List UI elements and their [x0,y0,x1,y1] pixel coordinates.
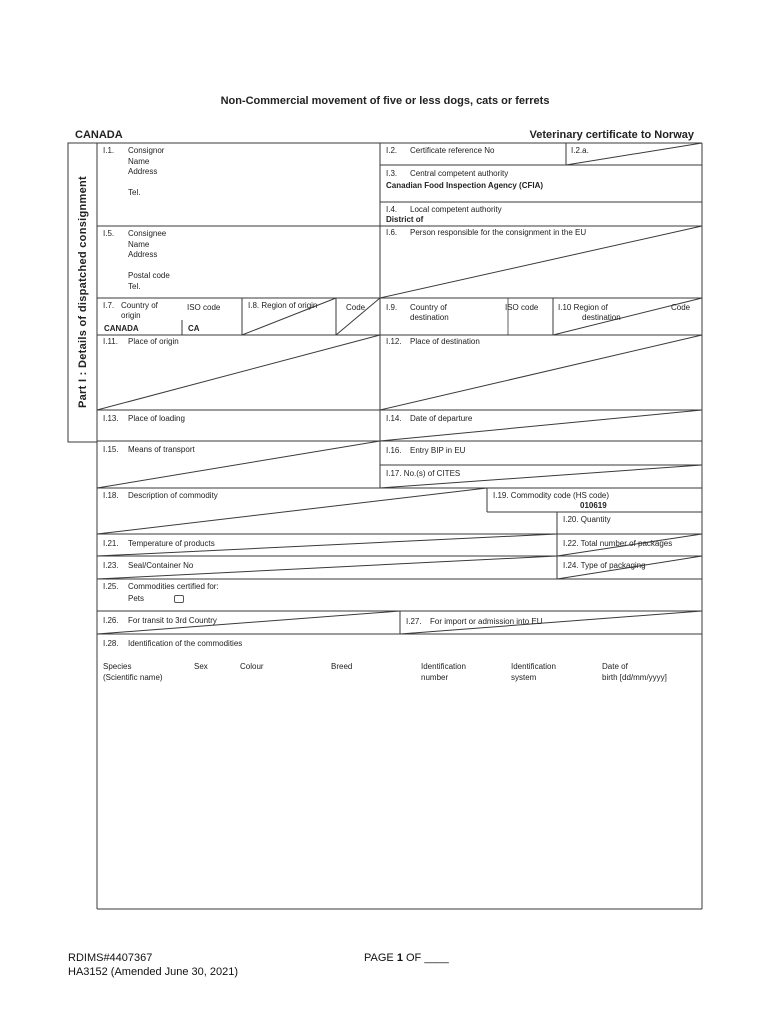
region-destination-label: I.10 Region of [558,303,608,312]
pets-checkbox[interactable] [174,595,184,603]
origin-iso-label: ISO code [187,303,221,312]
column-species: Species (Scientific name) [103,662,163,682]
local-authority-label: Local competent authority [410,205,502,214]
box-i26-number: I.26. [103,616,119,625]
cites-label: I.17. No.(s) of CITES [386,469,461,478]
box-i5-consignee [128,229,170,292]
box-i12-number: I.12. [386,337,402,346]
document-title: Non-Commercial movement of five or less dogs, cats or ferrets [220,95,550,107]
column-identification-number: Identification number [421,662,466,682]
commodities-certified-label: Commodities certified for: [128,582,219,591]
box-i3-number: I.3. [386,169,398,178]
place-loading-label: Place of loading [128,414,185,423]
box-i11-number: I.11. [103,337,118,346]
origin-country-value: CANADA [104,324,139,333]
box-i9-number: I.9. [386,303,398,312]
box-i15-number: I.15. [103,445,119,454]
place-destination-label: Place of destination [410,337,480,346]
header-country: CANADA [75,129,123,141]
commodity-code-label: I.19. Commodity code (HS code) [493,491,610,500]
box-i23-number: I.23. [103,561,119,570]
person-responsible-label: Person responsible for the consignment in the EU [410,228,587,237]
date-departure-label: Date of departure [410,414,473,423]
box-i6-number: I.6. [386,228,398,237]
box-i4-number: I.4. [386,205,398,214]
column-colour: Colour [240,662,264,671]
quantity-label: I.20. Quantity [563,515,611,524]
entry-bip-label: Entry BIP in EU [410,446,466,455]
total-packages-label: I.22. Total number of packages [563,539,673,548]
column-identification-system: Identification system [511,662,556,682]
box-i28-number: I.28. [103,639,119,648]
description-commodity-label: Description of commodity [128,491,218,500]
footer-page-number: PAGE 1 OF ____ [364,952,449,964]
side-label: Part I : Details of dispatched consignment [77,175,89,409]
box-i1-consignor [128,146,164,199]
commodity-code-value: 010619 [580,501,607,510]
region-origin-label: I.8. Region of origin [248,301,318,310]
temperature-label: Temperature of products [128,539,215,548]
box-i5-number: I.5. [103,229,115,238]
central-authority-label: Central competent authority [410,169,509,178]
consignor-tel-label: Tel. [128,188,141,197]
footer-rdims: RDIMS#4407367 [68,952,153,964]
box-i14-number: I.14. [386,414,402,423]
column-sex: Sex [194,662,208,671]
region-destination-code-label: Code [671,303,691,312]
country-destination-label: Country of [410,303,447,312]
consignor-address-label: Address [128,167,158,176]
consignee-address-label: Address [128,250,158,259]
region-destination-label-2: destination [582,313,621,322]
box-i2a-number: I.2.a. [571,146,589,155]
destination-iso-label: ISO code [505,303,539,312]
region-origin-code-label: Code [346,303,366,312]
central-authority-value: Canadian Food Inspection Agency (CFIA) [386,181,544,190]
import-admission-label: For import or admission into EU [430,617,543,626]
consignee-label: Consignee [128,229,167,238]
box-i7-number: I.7. [103,301,115,310]
box-i16-number: I.16. [386,446,402,455]
identification-commodities-label: Identification of the commodities [128,639,243,648]
box-i2-number: I.2. [386,146,398,155]
box-i25-number: I.25. [103,582,119,591]
seal-container-label: Seal/Container No [128,561,194,570]
consignee-name-label: Name [128,239,150,249]
box-i13-number: I.13. [103,414,119,423]
consignor-label: Consignor [128,146,165,155]
certificate-reference-label: Certificate reference No [410,146,495,155]
country-origin-label: Country of [121,301,158,310]
country-origin-label-2: origin [121,311,141,320]
type-packaging-label: I.24. Type of packaging [563,561,646,570]
footer-form-number: HA3152 (Amended June 30, 2021) [68,966,239,978]
header-certificate: Veterinary certificate to Norway [529,129,694,141]
box-i1-number: I.1. [103,146,115,155]
consignee-tel-label: Tel. [128,281,141,291]
column-breed: Breed [331,662,353,671]
box-i18-number: I.18. [103,491,119,500]
place-origin-label: Place of origin [128,337,179,346]
origin-iso-value: CA [188,324,200,333]
box-i21-number: I.21. [103,539,119,548]
consignor-name-label: Name [128,156,150,166]
means-transport-label: Means of transport [128,445,195,454]
local-authority-value: District of [386,215,424,224]
transit-third-country-label: For transit to 3rd Country [128,616,217,625]
box-i27-number: I.27. [406,617,422,626]
pets-option-label: Pets [128,594,145,603]
consignee-postal-label: Postal code [128,271,170,280]
column-date-of-birth: Date of birth [dd/mm/yyyy] [602,662,667,682]
country-destination-label-2: destination [410,313,449,322]
